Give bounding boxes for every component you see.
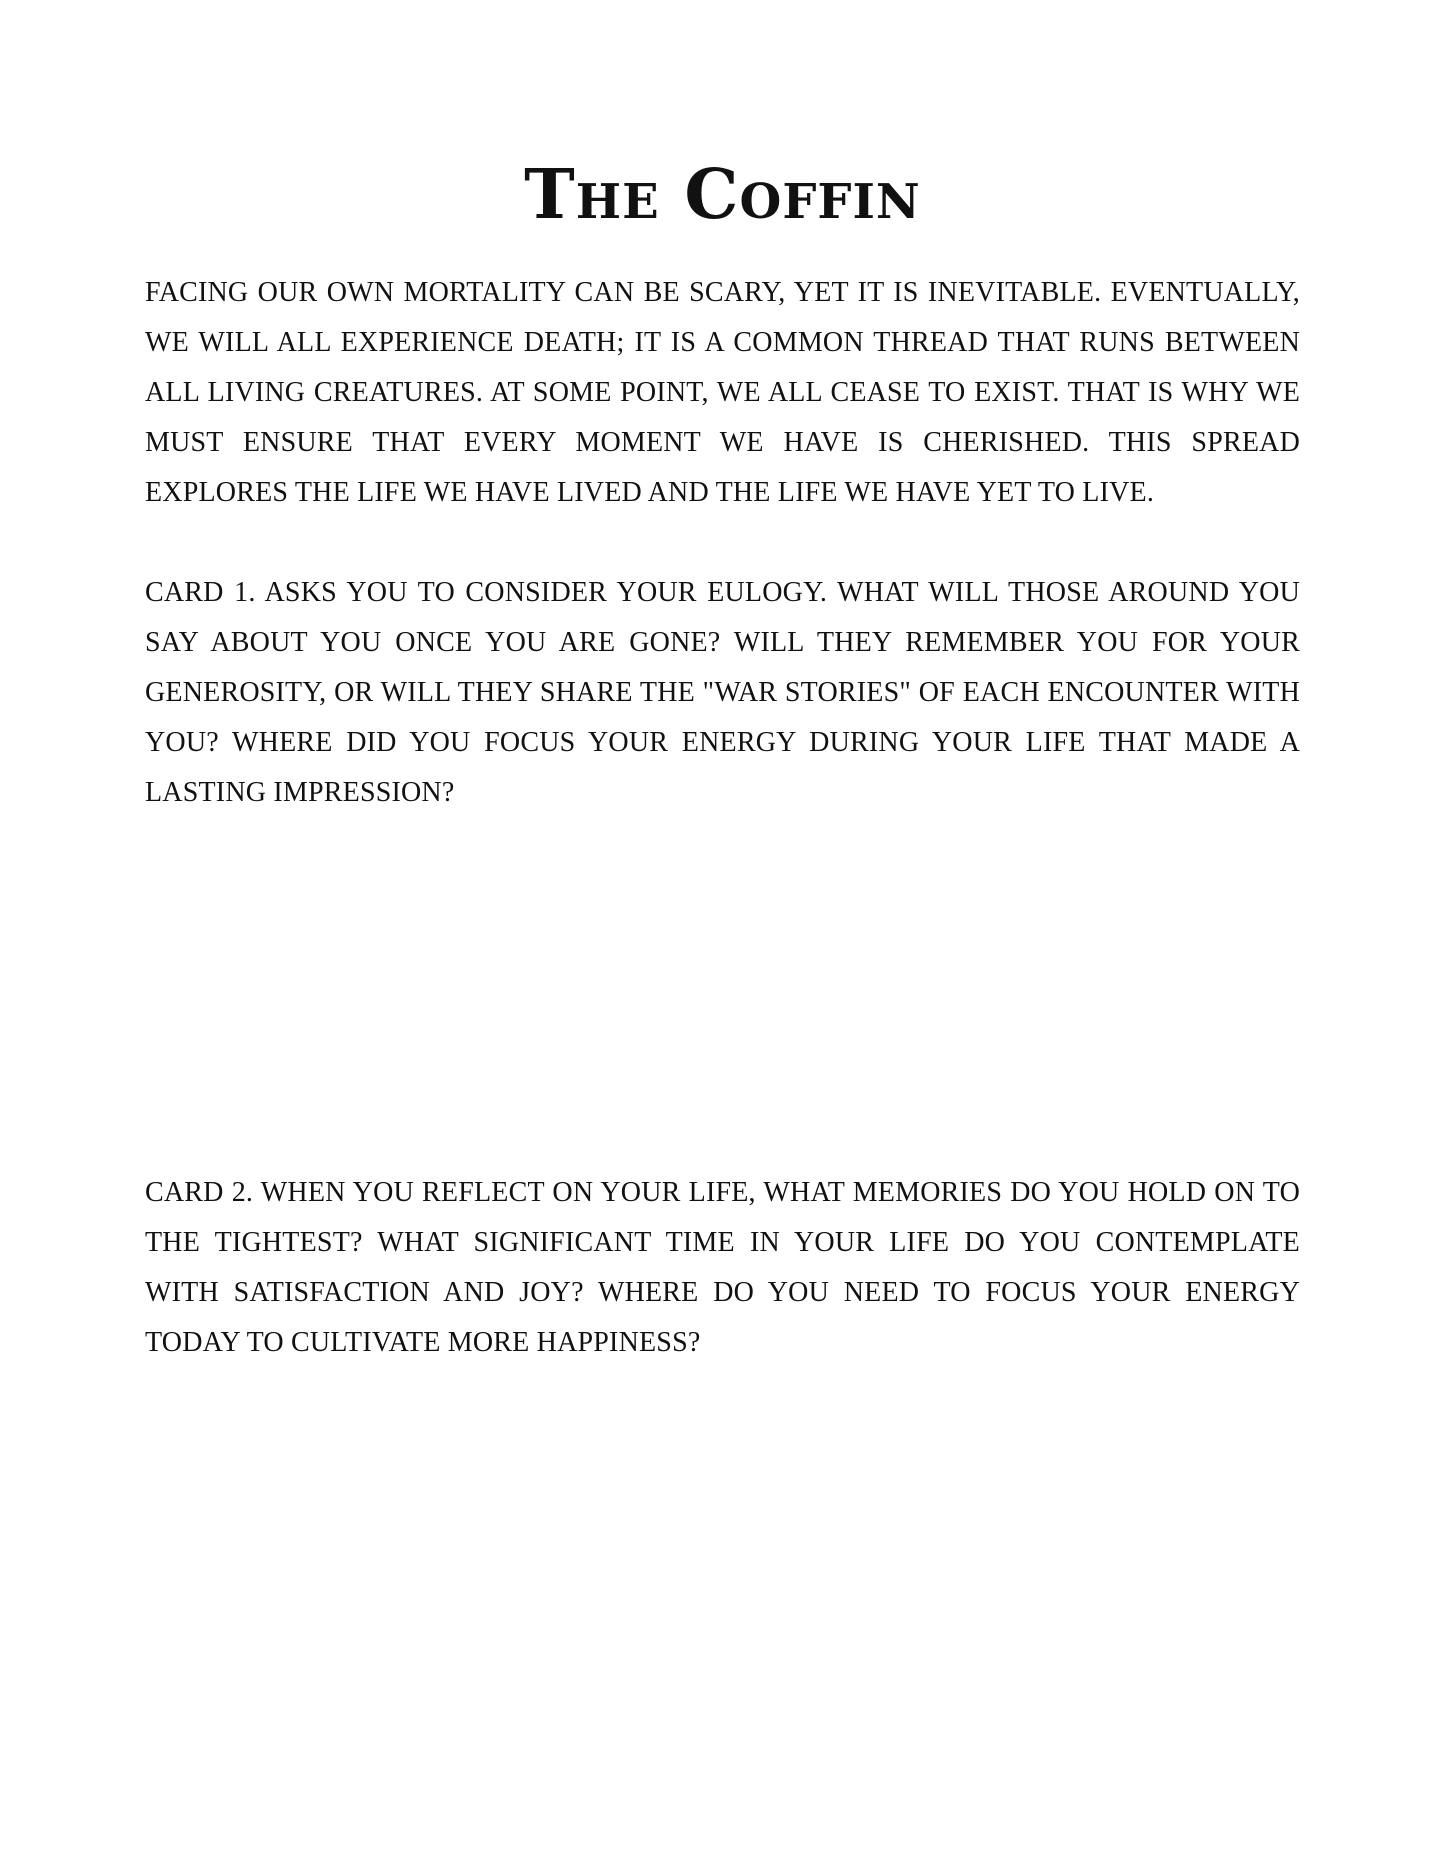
- page-title: The Coffin: [524, 155, 921, 235]
- intro-paragraph: FACING OUR OWN MORTALITY CAN BE SCARY, YET IT IS INEVITABLE. EVENTUALLY, WE WILL ALL EXPERIENCE DEATH; IT IS A COMMON THREAD THAT RUNS BETWEEN ALL LIVING CREATURES. AT SOME POINT, WE ALL CEASE TO EXIST. THAT IS WHY WE MUST ENSURE THAT EVERY MOMENT WE HAVE IS CHERISHED. THIS SPREAD EXPLORES THE LIFE WE HAVE LIVED AND THE LIFE WE HAVE YET TO LIVE.: [145, 277, 1300, 508]
- card-2-paragraph: CARD 2. WHEN YOU REFLECT ON YOUR LIFE, WHAT MEMORIES DO YOU HOLD ON TO THE TIGHTEST? WHAT SIGNIFICANT TIME IN YOUR LIFE DO YOU CONTEMPLATE WITH SATISFACTION AND JOY? WHERE DO YOU NEED TO FOCUS YOUR ENERGY TODAY TO CULTIVATE MORE HAPPINESS?: [145, 1177, 1300, 1358]
- card-1-paragraph: CARD 1. ASKS YOU TO CONSIDER YOUR EULOGY. WHAT WILL THOSE AROUND YOU SAY ABOUT YOU ONCE YOU ARE GONE? WILL THEY REMEMBER YOU FOR YOUR GENEROSITY, OR WILL THEY SHARE THE "WAR STORIES" OF EACH ENCOUNTER WITH YOU? WHERE DID YOU FOCUS YOUR ENERGY DURING YOUR LIFE THAT MADE A LASTING IMPRESSION?: [145, 577, 1300, 808]
